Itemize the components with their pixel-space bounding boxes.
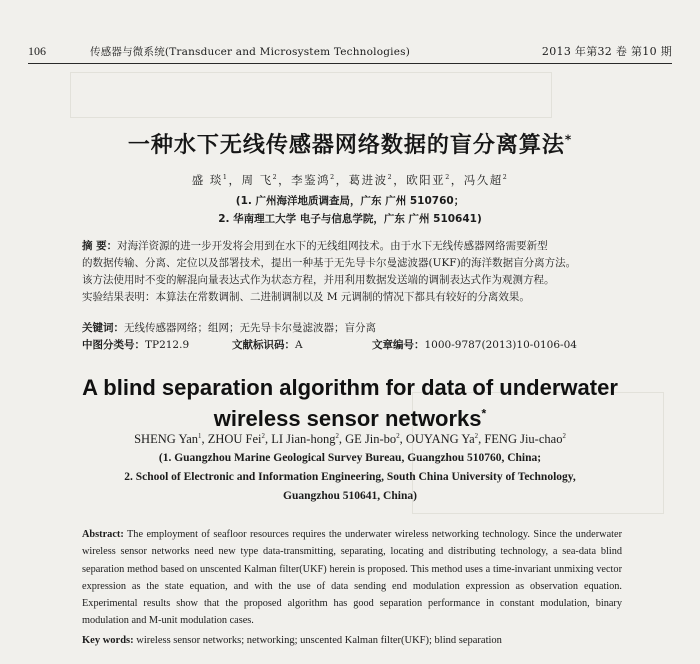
english-abstract bbox=[82, 526, 622, 630]
author-affiliation-mark: 1 bbox=[222, 174, 229, 182]
chinese-abstract-line: 该方法使用时不变的解混向量表达式作为状态方程，并用利用数据发送端的调制表达式作为观测方程。 bbox=[82, 274, 555, 286]
show-through-table bbox=[70, 72, 552, 118]
english-affiliation-3: Guangzhou 510641, China) bbox=[283, 490, 417, 502]
author-affiliation-mark: 2 bbox=[330, 174, 336, 182]
chinese-abstract-line: 实验结果表明：本算法在常数调制、二进制调制以及 M 元调制的情况下都具有较好的分离效果。 bbox=[82, 291, 530, 303]
chinese-abstract-line: 的数据传输、分离、定位以及部署技术，提出一种基于无先导卡尔曼滤波器(UKF)的海洋数据盲分离方法。 bbox=[82, 257, 577, 269]
author-affiliation-mark: 2 bbox=[335, 432, 339, 440]
clc-number: 中图分类号：TP212.9 bbox=[82, 339, 190, 351]
chinese-affiliation-2: 2. 华南理工大学 电子与信息学院，广东 广州 510641) bbox=[218, 213, 482, 225]
chinese-keywords-label: 关键词： bbox=[82, 322, 124, 334]
chinese-affiliation-1: (1. 广州海洋地质调查局，广东 广州 510760； bbox=[235, 195, 465, 207]
author-name: FENG Jiu-chao bbox=[484, 432, 563, 446]
author-name: 欧阳亚 bbox=[406, 173, 446, 187]
author-name: LI Jian-hong bbox=[271, 432, 336, 446]
english-keywords bbox=[82, 635, 622, 646]
journal-name: 传感器与微系统(Transducer and Microsystem Technologies) bbox=[90, 45, 411, 58]
chinese-keywords-text: 无线传感器网络；组网；无先导卡尔曼滤波器；盲分离 bbox=[124, 322, 376, 334]
author-name: 葛进波 bbox=[348, 173, 388, 187]
author-affiliation-mark: 1 bbox=[198, 432, 202, 440]
title-footnote-mark: * bbox=[564, 132, 573, 147]
issue-info: 2013 年第32 卷 第10 期 bbox=[541, 45, 672, 58]
english-affiliation-2: 2. School of Electronic and Information Engineering, South China University of Technology, bbox=[124, 471, 576, 483]
english-keywords-text: wireless sensor networks; networking; unscented Kalman filter(UKF); blind separation bbox=[133, 635, 502, 646]
page-number: 106 bbox=[28, 43, 46, 58]
english-affiliation-1: (1. Guangzhou Marine Geological Survey Bureau, Guangzhou 510760, China; bbox=[158, 452, 542, 464]
article-number: 文章编号：1000-9787(2013)10-0106-04 bbox=[372, 339, 577, 351]
author-name: 冯久超 bbox=[463, 173, 503, 187]
author-name: ZHOU Fei bbox=[207, 432, 262, 446]
chinese-title: 一种水下无线传感器网络数据的盲分离算法* bbox=[127, 132, 573, 158]
author-affiliation-mark: 2 bbox=[502, 174, 509, 182]
author-affiliation-mark: 2 bbox=[445, 174, 451, 182]
running-header bbox=[28, 41, 672, 61]
english-keywords-label: Key words: bbox=[82, 635, 134, 646]
author-affiliation-mark: 2 bbox=[562, 432, 566, 440]
english-abstract-text: The employment of seafloor resources requires the underwater wireless networking technology. Since the underwater wireless sensor networks need new type data-transmitting, separating, locating and distributing technology, a sea-data blind separation method based on unscented Kalman filter(UKF) herein is proposed. This method uses a time-invariant unmixing vector expression as the state equation, and with the use of data sending end modulation expression as observation equation. Experimental results show that the proposed algorithm has good separation performance in constant modulation, binary modulation and M-unit modulation cases. bbox=[82, 529, 622, 627]
author-name: GE Jin-bo bbox=[345, 432, 397, 446]
english-authors: SHENG Yan$^1$, ZHOU Fei$^2$, LI Jian-hong$^2$, GE Jin-$bo^2$, OUYANG Ya$^2$, FENG Jiu-chao$^2$ bbox=[134, 432, 566, 446]
author-affiliation-mark: 2 bbox=[387, 174, 394, 182]
author-affiliation-mark: 2 bbox=[272, 174, 279, 182]
author-name: 李鉴鸿 bbox=[291, 173, 331, 187]
english-title: A blind separation algorithm for data of underwater wireless sensor networks* bbox=[82, 375, 618, 431]
author-affiliation-mark: 2 bbox=[474, 432, 479, 440]
chinese-keywords bbox=[82, 320, 620, 335]
author-name: OUYANG Ya bbox=[405, 432, 475, 446]
chinese-abstract-label: 摘 要： bbox=[82, 240, 118, 252]
english-abstract-label: Abstract: bbox=[82, 529, 124, 540]
title-footnote-mark: * bbox=[481, 406, 487, 421]
chinese-abstract-line: 对海洋资源的进一步开发将会用到在水下的无线组网技术。由于水下无线传感器网络需要新型 bbox=[117, 240, 548, 252]
header-rule bbox=[28, 63, 672, 64]
author-name: 盛 琰 bbox=[191, 173, 223, 187]
author-name: 周 飞 bbox=[241, 173, 273, 187]
author-affiliation-mark: 2 bbox=[261, 432, 265, 440]
author-name: SHENG Yan bbox=[134, 432, 199, 446]
document-code: 文献标识码：A bbox=[232, 339, 303, 351]
chinese-abstract bbox=[82, 238, 620, 306]
chinese-authors: 盛 琰$^1$，周 飞$^2$，李鉴鸿$^2$，葛进波$^2$，欧阳亚$^2$，冯久超$^2$ bbox=[191, 173, 509, 187]
author-affiliation-mark: 2 bbox=[396, 432, 400, 440]
